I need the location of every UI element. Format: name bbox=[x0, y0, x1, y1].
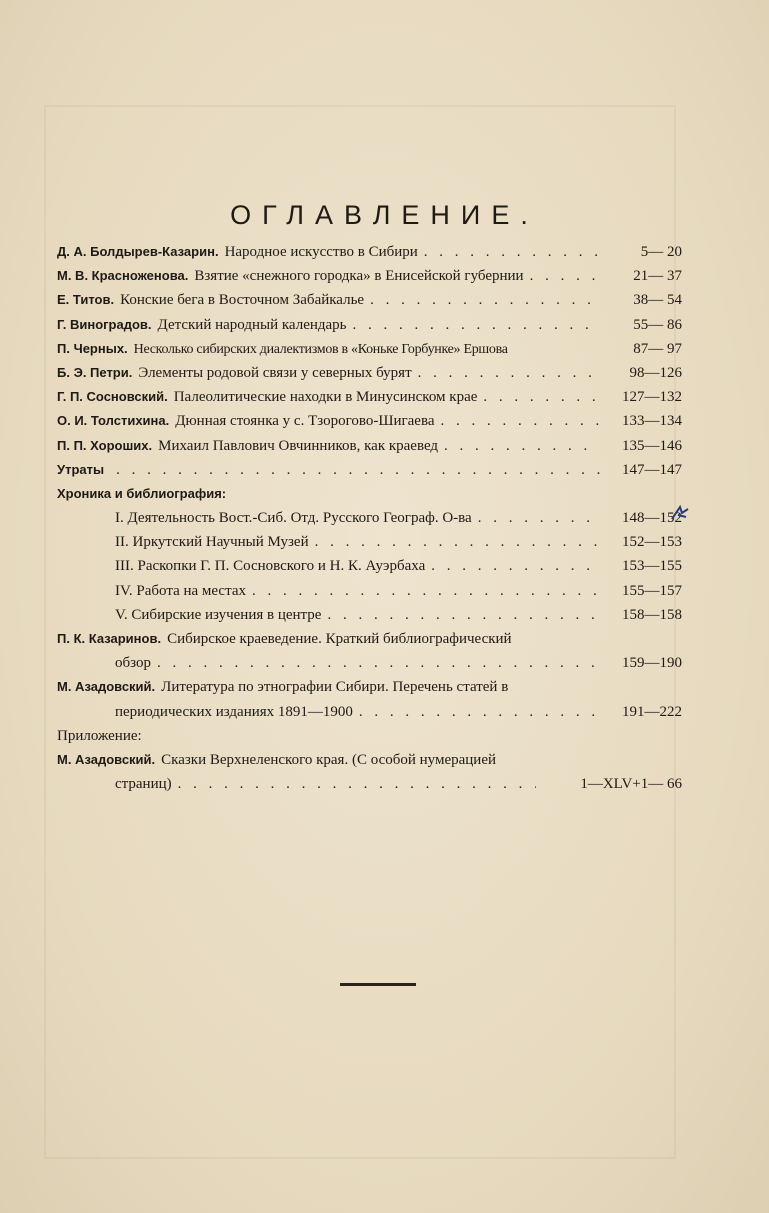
toc-entry-continuation bbox=[57, 655, 682, 679]
entry-author: Г. П. Сосновский. bbox=[57, 389, 168, 405]
entry-title-continued: обзор bbox=[115, 655, 151, 672]
table-of-contents bbox=[57, 244, 682, 800]
entry-title: I. Деятельность Вост.-Сиб. Отд. Русского Географ. О-ва bbox=[115, 510, 472, 527]
toc-entry bbox=[57, 268, 682, 292]
section-heading-chronicle bbox=[57, 486, 682, 510]
entry-title: Литература по этнографии Сибири. Перечень статей в bbox=[161, 679, 509, 696]
entry-pages: 5— 20 bbox=[640, 244, 682, 260]
entry-title: II. Иркутский Научный Музей bbox=[115, 534, 309, 551]
toc-entry-kazarinov bbox=[57, 631, 682, 655]
entry-pages: 21— 37 bbox=[633, 268, 682, 285]
entry-title-continued: периодических изданиях 1891—1900 bbox=[115, 703, 353, 720]
chronicle-item bbox=[57, 607, 682, 631]
entry-pages: 155—157 bbox=[622, 582, 682, 599]
dot-leader bbox=[116, 462, 600, 479]
entry-title: Взятие «снежного городка» в Енисейской губернии bbox=[194, 268, 524, 285]
entry-title: Конские бега в Восточном Забайкалье bbox=[120, 292, 365, 309]
section-heading: Приложение: bbox=[57, 727, 142, 744]
dot-leader bbox=[431, 558, 600, 575]
dot-leader bbox=[327, 607, 600, 624]
dot-leader bbox=[157, 655, 600, 672]
entry-title: III. Раскопки Г. П. Сосновского и Н. К. Ауэрбаха bbox=[115, 558, 426, 575]
entry-title-continued: страниц) bbox=[115, 776, 172, 793]
entry-author: М. В. Красноженова. bbox=[57, 268, 189, 284]
dot-leader bbox=[444, 438, 600, 455]
dot-leader bbox=[483, 389, 600, 406]
dot-leader bbox=[252, 583, 600, 600]
entry-title: Народное искусство в Сибири bbox=[224, 244, 418, 260]
toc-entry bbox=[57, 244, 682, 268]
entry-pages: 135—146 bbox=[622, 437, 682, 454]
entry-pages: 158—158 bbox=[622, 606, 682, 623]
entry-pages: 159—190 bbox=[622, 655, 682, 672]
entry-title: Элементы родовой связи у северных бурят bbox=[138, 364, 412, 381]
entry-title: Детский народный календарь bbox=[157, 316, 347, 333]
entry-author: О. И. Толстихина. bbox=[57, 413, 170, 429]
section-heading-appendix bbox=[57, 728, 682, 752]
entry-author: П. П. Хороших. bbox=[57, 437, 153, 453]
entry-pages: 1—XLV+1— 66 bbox=[580, 776, 682, 793]
toc-entry-appendix bbox=[57, 752, 682, 776]
entry-title: Михаил Павлович Овчинников, как краевед bbox=[158, 437, 439, 454]
entry-pages: 153—155 bbox=[622, 558, 682, 575]
section-heading: Хроника и библиография: bbox=[57, 485, 227, 501]
chronicle-item bbox=[57, 583, 682, 607]
entry-author: П. Черных. bbox=[57, 340, 128, 356]
chronicle-item bbox=[57, 558, 682, 582]
toc-entry-losses bbox=[57, 462, 682, 486]
entry-pages: 98—126 bbox=[629, 364, 682, 381]
dot-leader bbox=[178, 776, 536, 793]
entry-pages: 55— 86 bbox=[633, 316, 682, 333]
entry-title: IV. Работа на местах bbox=[115, 582, 246, 599]
toc-entry bbox=[57, 413, 682, 437]
page-title: ОГЛАВЛЕНИЕ. bbox=[230, 200, 539, 230]
dot-leader bbox=[353, 317, 600, 334]
entry-pages: 127—132 bbox=[622, 389, 682, 406]
entry-pages: 148—152 bbox=[622, 510, 682, 527]
entry-author: Утраты bbox=[57, 461, 105, 477]
entry-title: V. Сибирские изучения в центре bbox=[115, 606, 322, 623]
toc-entry-azadovsky bbox=[57, 679, 682, 703]
entry-pages: 38— 54 bbox=[633, 292, 682, 309]
entry-title: Палеолитические находки в Минусинском крае bbox=[173, 389, 478, 406]
dot-leader bbox=[424, 244, 600, 261]
toc-entry bbox=[57, 389, 682, 413]
toc-entry bbox=[57, 438, 682, 462]
entry-pages: 87— 97 bbox=[633, 340, 682, 357]
toc-entry bbox=[57, 292, 682, 316]
entry-pages: 147—147 bbox=[622, 461, 682, 478]
entry-title: Сказки Верхнеленского края. (С особой нумерацией bbox=[161, 751, 497, 768]
dot-leader bbox=[530, 268, 600, 285]
ink-mark-icon bbox=[668, 503, 692, 525]
toc-entry bbox=[57, 341, 682, 365]
dot-leader bbox=[418, 365, 600, 382]
entry-pages: 191—222 bbox=[622, 703, 682, 720]
toc-entry-continuation bbox=[57, 776, 682, 800]
closing-rule bbox=[340, 983, 416, 986]
dot-leader bbox=[370, 292, 600, 309]
dot-leader bbox=[359, 704, 600, 721]
chronicle-item bbox=[57, 534, 682, 558]
dot-leader bbox=[478, 510, 600, 527]
entry-title: Сибирское краеведение. Краткий библиографический bbox=[167, 631, 512, 647]
entry-title: Несколько сибирских диалектизмов в «Коньке Горбунке» Ершова bbox=[133, 341, 508, 357]
dot-leader bbox=[315, 534, 600, 551]
entry-pages: 133—134 bbox=[622, 413, 682, 430]
toc-entry bbox=[57, 317, 682, 341]
entry-author: Б. Э. Петри. bbox=[57, 364, 133, 380]
toc-entry bbox=[57, 365, 682, 389]
entry-author: П. К. Казаринов. bbox=[57, 631, 162, 646]
entry-author: Г. Виноградов. bbox=[57, 316, 152, 332]
entry-author: Д. А. Болдырев-Казарин. bbox=[57, 244, 219, 259]
entry-title: Дюнная стоянка у с. Тзорогово-Шигаева bbox=[175, 413, 435, 430]
toc-entry-continuation bbox=[57, 704, 682, 728]
entry-author: М. Азадовский. bbox=[57, 751, 156, 767]
entry-pages: 152—153 bbox=[622, 534, 682, 551]
dot-leader bbox=[441, 413, 601, 430]
entry-author: М. Азадовский. bbox=[57, 679, 156, 695]
chronicle-item bbox=[57, 510, 682, 534]
entry-author: Е. Титов. bbox=[57, 292, 115, 308]
